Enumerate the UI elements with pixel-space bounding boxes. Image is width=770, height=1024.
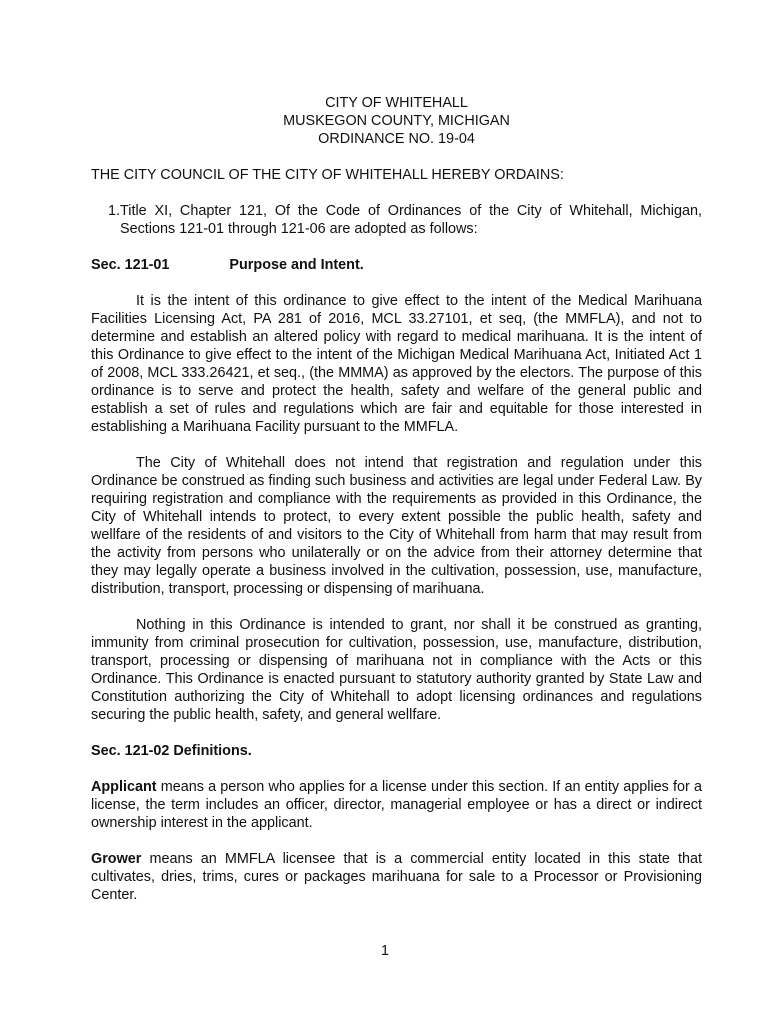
definition-term: Applicant	[91, 779, 157, 795]
definition-term: Grower	[91, 851, 142, 867]
header-city: CITY OF WHITEHALL	[325, 95, 468, 111]
section-title: Purpose and Intent.	[229, 257, 364, 273]
header-ordinance-number: ORDINANCE NO. 19-04	[318, 131, 475, 147]
definition-text: means an MMFLA licensee that is a commercial entity located in this state that cultivates, dries, trims, cures or packages marihuana for sale to a Processor or Provisioning Center.	[91, 851, 702, 903]
document-header	[91, 94, 702, 148]
list-item	[91, 202, 702, 238]
paragraph-purpose-2: The City of Whitehall does not intend that registration and regulation under this Ordinance be construed as finding such business and activities are legal under Federal Law. By requiring registration and compliance with the requirements as provided in this Ordinance, the City of Whitehall intends to protect, to every extent possible the public health, safety and wellfare of the residents of and visitors to the City of Whitehall from harm that may result from the activity from persons who unilaterally or on the advice from their attorney determine that they may legally operate a business involved in the cultivation, possession, use, manufacture, distribution, transport, processing or dispensing of marihuana.	[91, 455, 702, 597]
section-heading-121-01	[91, 256, 702, 274]
definition-applicant	[91, 778, 702, 832]
page-number: 1	[380, 943, 389, 959]
paragraph-purpose-1: It is the intent of this ordinance to give effect to the intent of the Medical Marihuana Facilities Licensing Act, PA 281 of 2016, MCL 33.27101, et seq, (the MMFLA), and not to determine and establish an altered policy with regard to medical marihuana. It is the intent of this Ordinance to give effect to the intent of the Michigan Medical Marihuana Act, Initiated Act 1 of 2008, MCL 333.26421, et seq., (the MMMA) as approved by the electors. The purpose of this ordinance is to serve and protect the health, safety and welfare of the general public and establish a set of rules and regulations which are fair and equitable for those interested in establishing a Marihuana Facility pursuant to the MMFLA.	[91, 293, 702, 435]
ordains-statement: THE CITY COUNCIL OF THE CITY OF WHITEHALL HEREBY ORDAINS:	[91, 167, 564, 183]
definition-grower	[91, 850, 702, 904]
section-heading-121-02: Sec. 121-02 Definitions.	[91, 743, 252, 759]
list-item-number: 1.	[107, 203, 120, 219]
paragraph-purpose-3: Nothing in this Ordinance is intended to grant, nor shall it be construed as granting, immunity from criminal prosecution for cultivation, possession, use, manufacture, distribution, transport, processing or dispensing of marihuana not in compliance with the Acts or this Ordinance. This Ordinance is enacted pursuant to statutory authority granted by State Law and Constitution authorizing the City of Whitehall to adopt licensing ordinances and regulations securing the public health, safety, and general wellfare.	[91, 617, 702, 723]
section-number: Sec. 121-01	[91, 257, 170, 273]
list-item-text: Title XI, Chapter 121, Of the Code of Ordinances of the City of Whitehall, Michigan, Sections 121-01 through 121-06 are adopted as follows:	[120, 203, 702, 237]
definition-text: means a person who applies for a license under this section. If an entity applies for a license, the term includes an officer, director, managerial employee or has a direct or indirect ownership interest in the applicant.	[91, 779, 702, 831]
document-body	[91, 94, 702, 904]
header-county: MUSKEGON COUNTY, MICHIGAN	[283, 113, 510, 129]
